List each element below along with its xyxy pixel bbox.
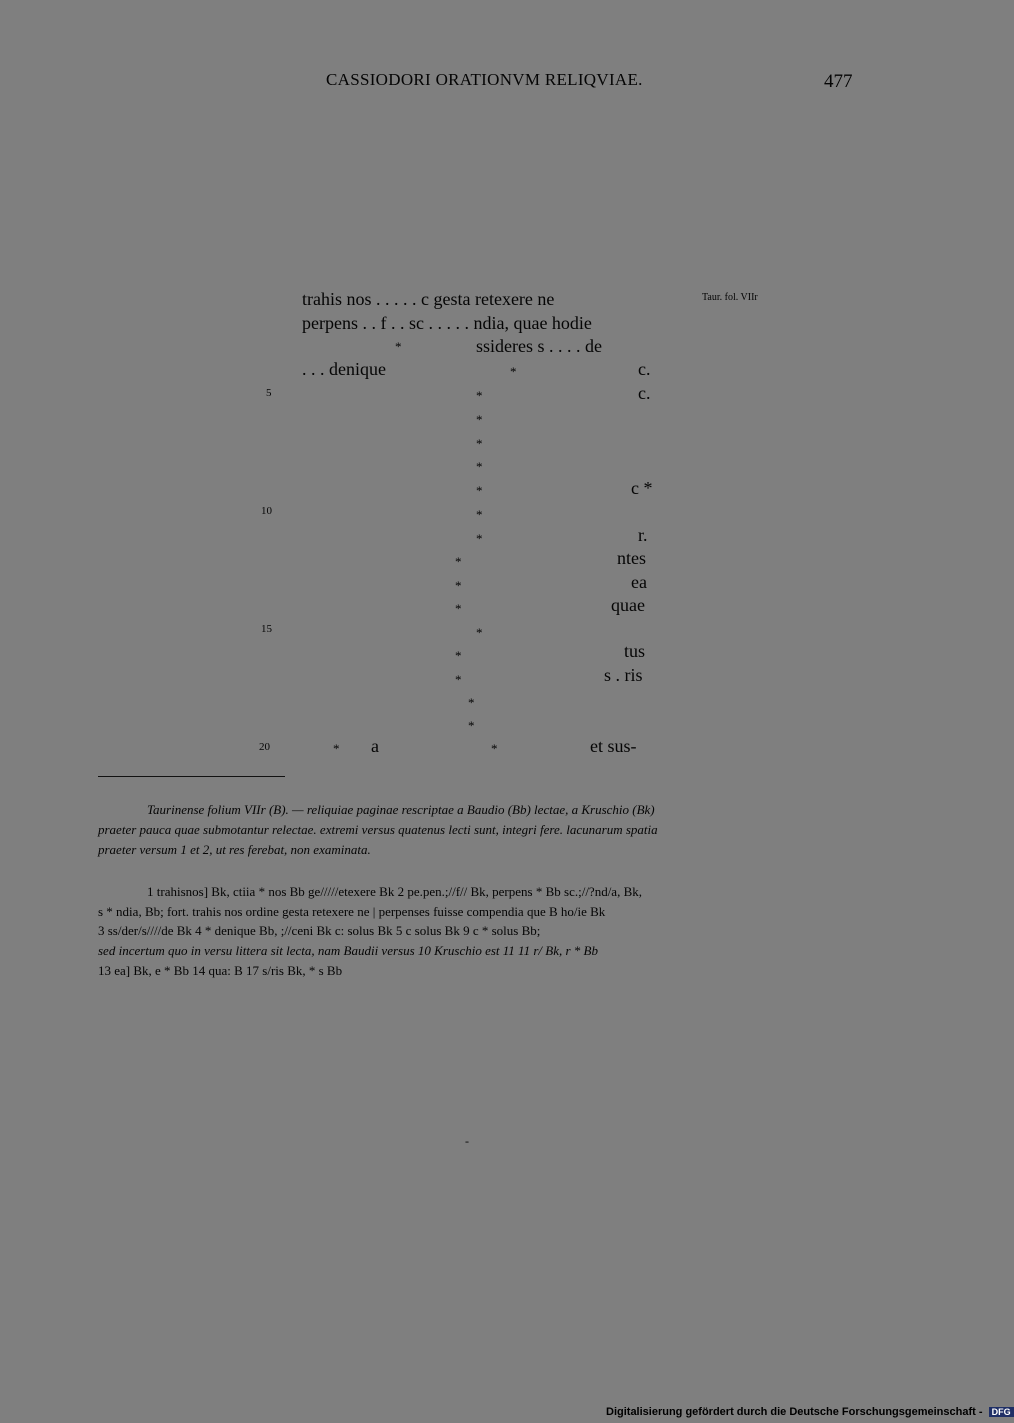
- text-line-2: perpens . . f . . sc . . . . . ndia, quae hodie: [302, 313, 592, 333]
- lacuna-star: *: [510, 364, 517, 379]
- apparatus-line-5: 13 ea] Bk, e * Bb 14 qua: B 17 s/ris Bk, * s Bb: [98, 963, 343, 978]
- lacuna-star: *: [476, 388, 483, 403]
- lacuna-star: *: [455, 601, 462, 616]
- text-line-1: trahis nos . . . . . c gesta retexere ne: [302, 289, 555, 309]
- funding-text: Digitalisierung gefördert durch die Deutsche Forschungsgemeinschaft -: [606, 1406, 983, 1418]
- footnote-rule: [98, 776, 285, 777]
- lacuna-star: *: [476, 531, 483, 546]
- text-line-16: tus: [624, 641, 646, 661]
- text-line-13: ea: [631, 572, 647, 592]
- text-line-14: quae: [611, 595, 645, 615]
- dfg-logo: DFG: [989, 1407, 1014, 1417]
- apparatus-line-2: s * ndia, Bb; fort. trahis nos ordine gesta retexere ne | perpenses fuisse compendia que B ho/ie Bk: [98, 904, 606, 919]
- lacuna-star: *: [455, 648, 462, 663]
- lacuna-star: *: [476, 412, 483, 427]
- apparatus-line-3: 3 ss/der/s////de Bk 4 * denique Bb, ;//ceni Bk c: solus Bk 5 c solus Bk 9 c * solus Bb;: [98, 923, 541, 938]
- lacuna-star: *: [455, 578, 462, 593]
- text-line-11: r.: [638, 525, 648, 545]
- lacuna-star: *: [476, 483, 483, 498]
- line-number: 5: [266, 387, 272, 399]
- lacuna-star: *: [395, 339, 402, 354]
- text-line-17: s . ris: [604, 665, 643, 685]
- lacuna-star: *: [476, 507, 483, 522]
- funding-footer: [606, 1406, 1014, 1418]
- lacuna-star: *: [476, 625, 483, 640]
- text-line-3: ssideres s . . . . de: [476, 336, 602, 356]
- lacuna-star: *: [468, 695, 475, 710]
- line-number: 20: [259, 741, 270, 753]
- text-line-4: . . . denique: [302, 359, 386, 379]
- text-line-5: c.: [638, 383, 651, 403]
- lacuna-star: *: [476, 459, 483, 474]
- side-note: Taur. fol. VIIr: [702, 292, 758, 303]
- running-title: CASSIODORI ORATIONVM RELIQVIAE.: [326, 70, 643, 89]
- apparatus-line-4: sed incertum quo in versu littera sit lecta, nam Baudii versus 10 Kruschio est 11 11 r/ Bk, r * Bb: [98, 943, 598, 958]
- lacuna-star: *: [455, 554, 462, 569]
- line-number: 15: [261, 623, 272, 635]
- lacuna-star: *: [476, 436, 483, 451]
- text-line-20-a: a: [371, 736, 379, 756]
- line-number: 10: [261, 505, 272, 517]
- text-line-20-end: et sus-: [590, 736, 637, 756]
- footnote-intro-2: praeter pauca quae submotantur relectae. extremi versus quatenus lecti sunt, integri fere. lacunarum spatia: [98, 822, 658, 837]
- text-line-12: ntes: [617, 548, 646, 568]
- text-line-4-end: c.: [638, 359, 651, 379]
- footnote-intro-1: Taurinense folium VIIr (B). — reliquiae paginae rescriptae a Baudio (Bb) lectae, a Kruschio (Bk): [147, 802, 655, 817]
- page-number: 477: [824, 71, 853, 92]
- lacuna-star: *: [468, 718, 475, 733]
- lacuna-star: *: [455, 672, 462, 687]
- footnote-intro-3: praeter versum 1 et 2, ut res ferebat, non examinata.: [98, 842, 371, 857]
- text-line-9: c *: [631, 478, 653, 498]
- lacuna-star: *: [333, 741, 340, 756]
- page-dash: -: [465, 1134, 469, 1148]
- lacuna-star: *: [491, 741, 498, 756]
- apparatus-line-1: 1 trahisnos] Bk, ctiia * nos Bb ge/////etexere Bk 2 pe.pen.;//f// Bk, perpens * Bb sc.;//?nd/a, Bk,: [147, 884, 643, 899]
